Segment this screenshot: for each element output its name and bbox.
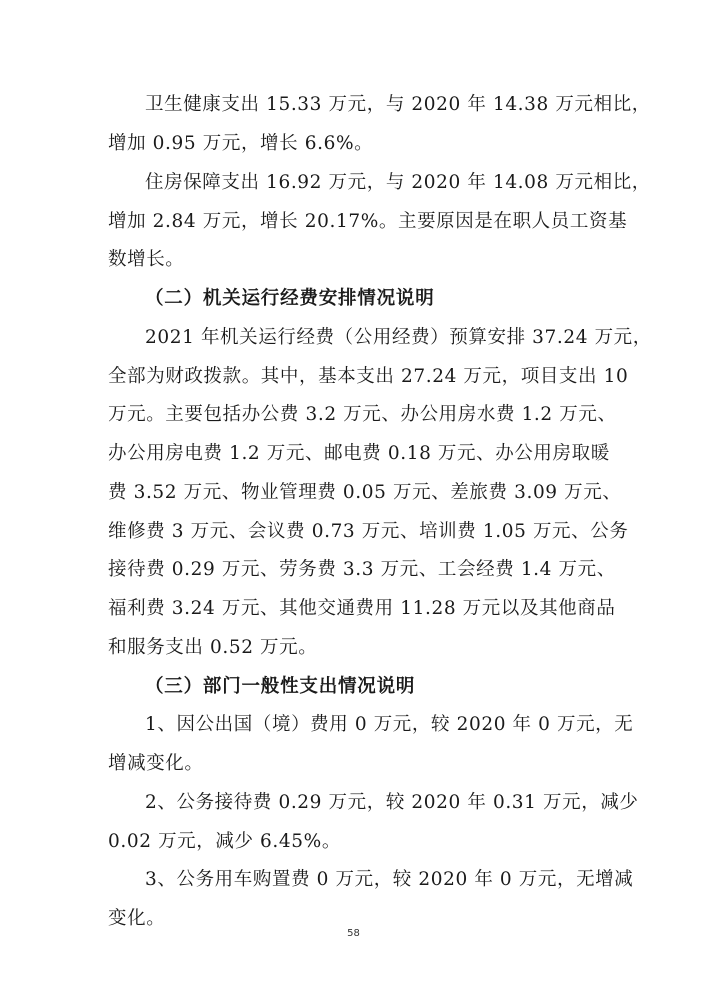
text-line-welfare-transport: 福利费 3.24 万元、其他交通费用 11.28 万元以及其他商品 <box>108 598 616 619</box>
text-line-overseas-travel: 1、因公出国（境）费用 0 万元，较 2020 年 0 万元，无 <box>145 714 634 735</box>
text-line-services: 和服务支出 0.52 万元。 <box>108 637 318 658</box>
text-line-reception-decrease: 0.02 万元，减少 6.45%。 <box>108 831 341 852</box>
text-line-operating-budget: 2021 年机关运行经费（公用经费）预算安排 37.24 万元， <box>145 327 652 348</box>
text-line-reception-labor: 接待费 0.29 万元、劳务费 3.3 万元、工会经费 1.4 万元、 <box>108 559 616 580</box>
text-line-vehicle-purchase: 3、公务用车购置费 0 万元，较 2020 年 0 万元，无增减 <box>145 869 634 890</box>
section-heading-operating-costs: （二）机关运行经费安排情况说明 <box>145 288 435 309</box>
text-line-overseas-no-change: 增减变化。 <box>108 753 204 774</box>
text-line-fiscal-allocation: 全部为财政拨款。其中，基本支出 27.24 万元，项目支出 10 <box>108 366 629 387</box>
section-heading-general-spending: （三）部门一般性支出情况说明 <box>145 676 416 697</box>
text-line-health-spending: 卫生健康支出 15.33 万元，与 2020 年 14.38 万元相比， <box>145 94 651 115</box>
text-line-housing-spending: 住房保障支出 16.92 万元，与 2020 年 14.08 万元相比， <box>145 172 651 193</box>
text-line-electricity-postal: 办公用房电费 1.2 万元、邮电费 0.18 万元、办公用房取暖 <box>108 443 610 464</box>
text-line-health-increase: 增加 0.95 万元，增长 6.6%。 <box>108 133 374 154</box>
text-line-housing-reason: 数增长。 <box>108 249 185 270</box>
text-line-repair-meeting: 维修费 3 万元、会议费 0.73 万元、培训费 1.05 万元、公务 <box>108 521 629 542</box>
page-number: 58 <box>347 928 360 939</box>
text-line-official-reception: 2、公务接待费 0.29 万元，较 2020 年 0.31 万元，减少 <box>145 792 639 813</box>
text-line-vehicle-no-change: 变化。 <box>108 908 166 929</box>
text-line-office-costs: 万元。主要包括办公费 3.2 万元、办公用房水费 1.2 万元、 <box>108 404 617 425</box>
text-line-heating-travel: 费 3.52 万元、物业管理费 0.05 万元、差旅费 3.09 万元、 <box>108 482 622 503</box>
text-line-housing-increase: 增加 2.84 万元，增长 20.17%。主要原因是在职人员工资基 <box>108 211 628 232</box>
